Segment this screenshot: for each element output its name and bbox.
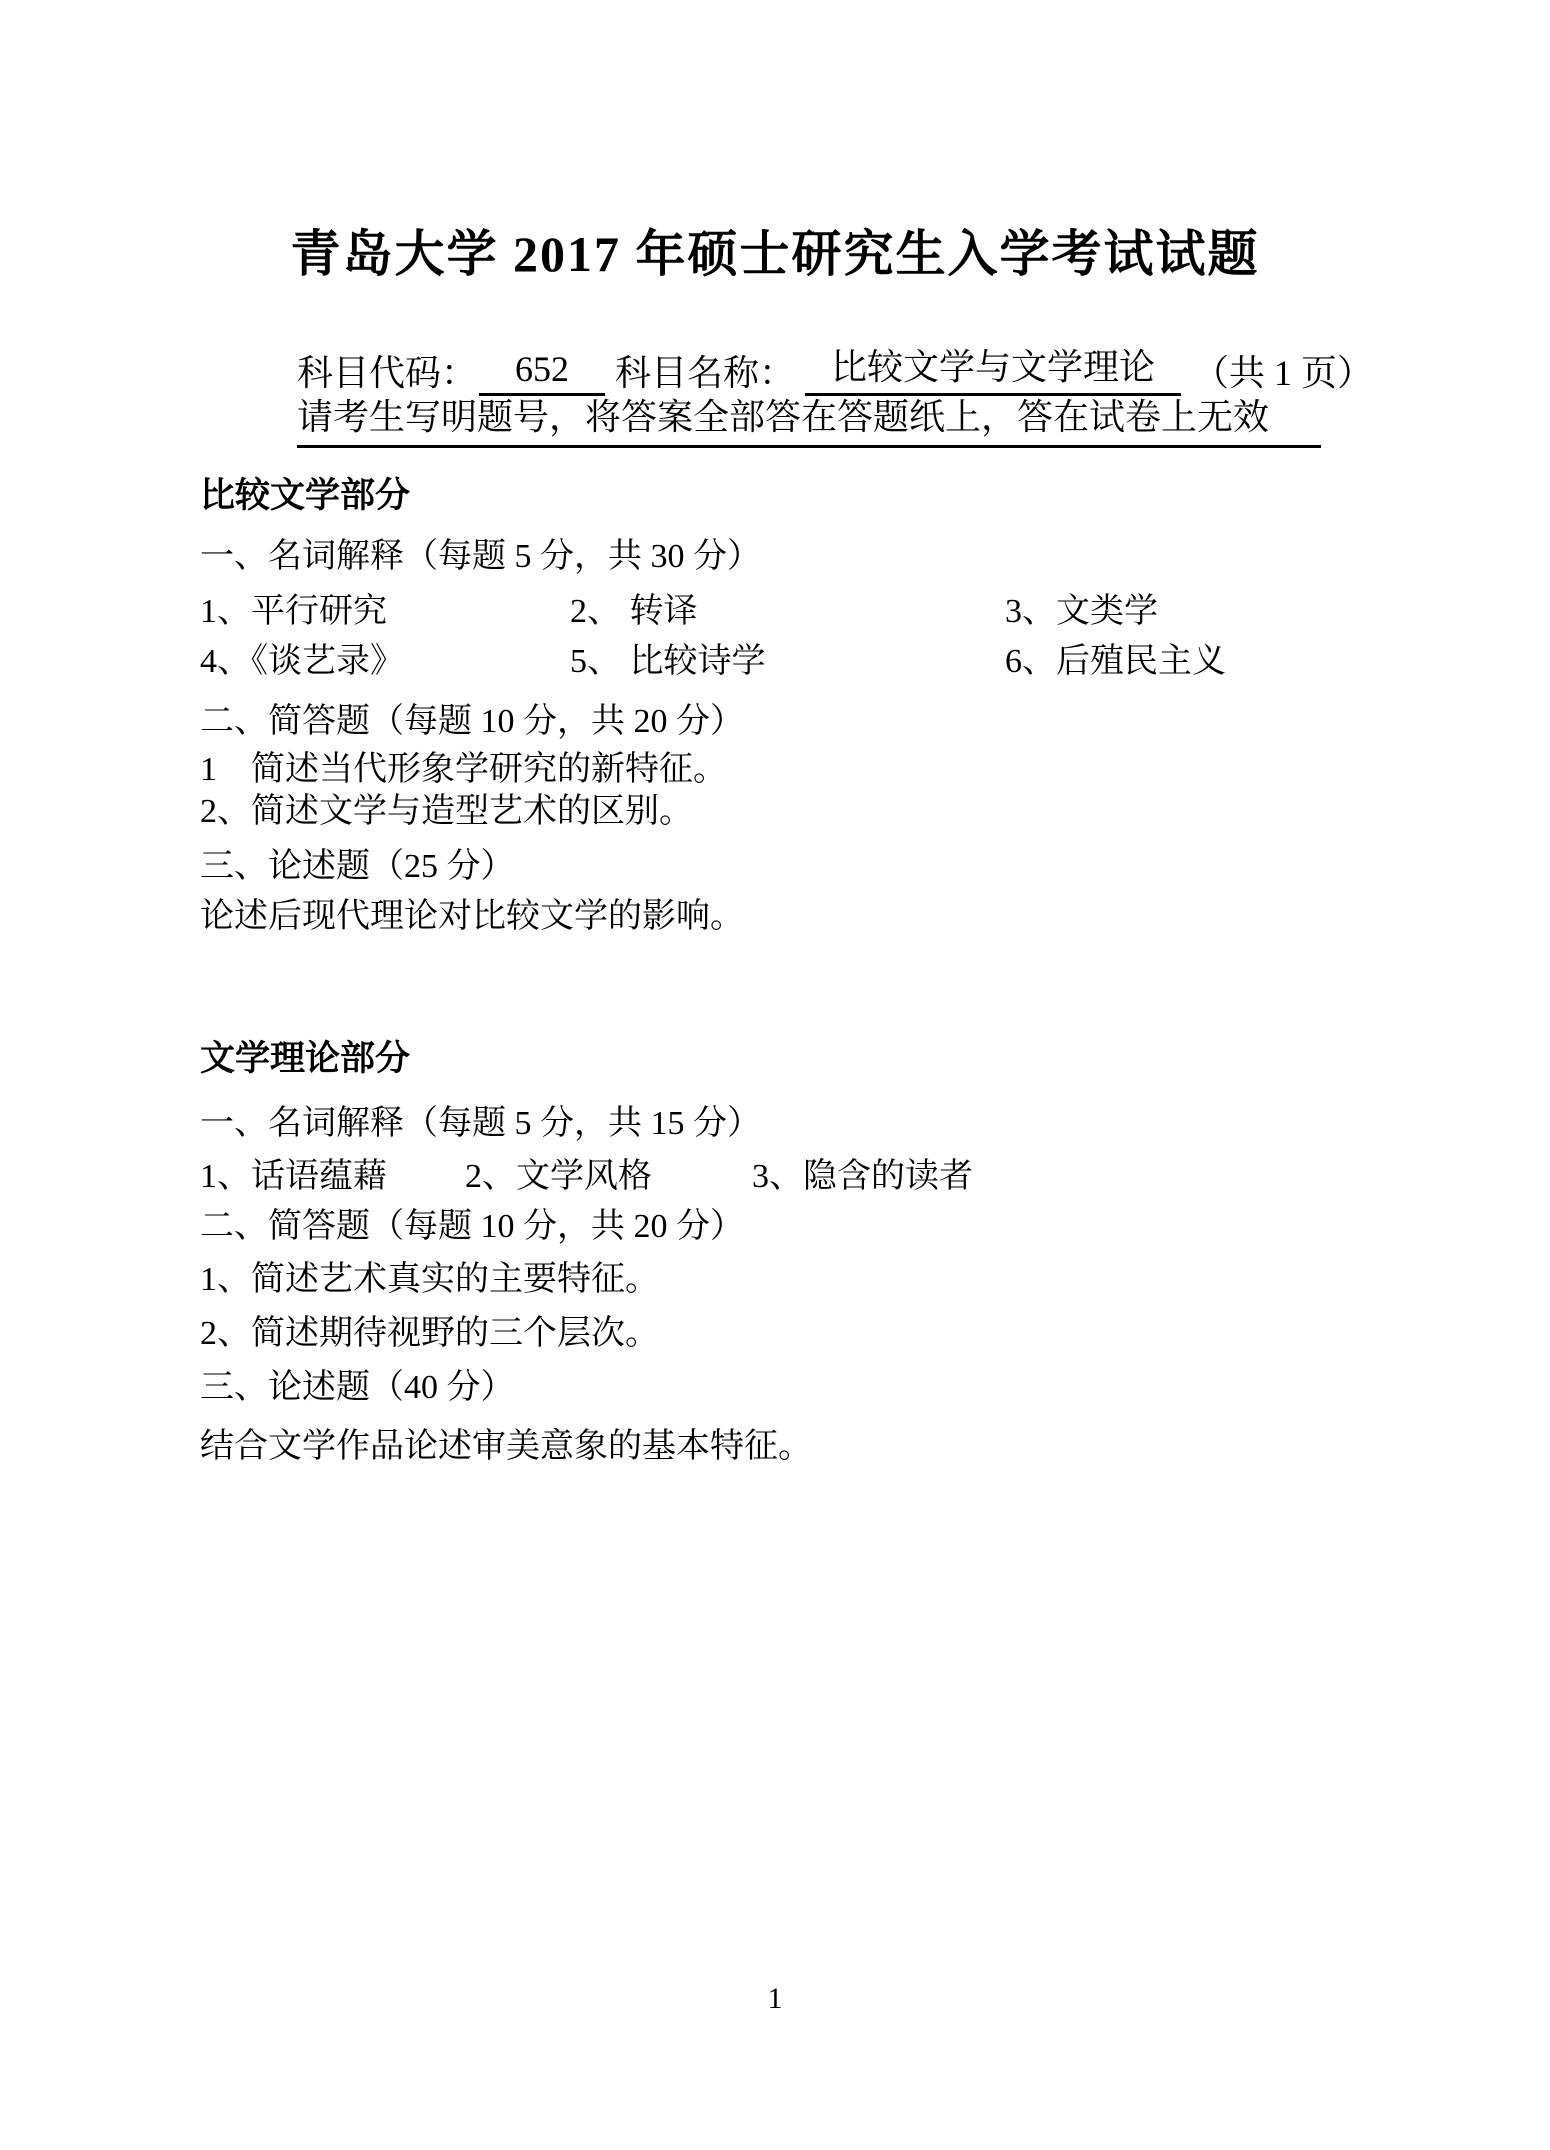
instruction-text: 请考生写明题号，将答案全部答在答题纸上，答在试卷上无效 [297, 389, 1321, 448]
subject-code-value: 652 [479, 348, 605, 396]
term-item: 6、后殖民主义 [1005, 643, 1226, 680]
document-title: 青岛大学 2017 年硕士研究生入学考试试题 [290, 226, 1260, 282]
subject-name-label: 科目名称： [615, 353, 796, 393]
section-2-q3-item: 结合文学作品论述审美意象的基本特征。 [200, 1428, 812, 1465]
term-item: 3、隐含的读者 [752, 1158, 973, 1195]
instruction-line [261, 347, 1321, 490]
term-item: 2、 转译 [570, 593, 698, 630]
term-item: 2、文学风格 [465, 1158, 652, 1195]
term-item: 5、 比较诗学 [570, 643, 766, 680]
section-2-q2-item-1: 1、简述艺术真实的主要特征。 [200, 1261, 659, 1298]
section-1-q2-item-2: 2、简述文学与造型艺术的区别。 [200, 793, 693, 830]
section-2-q2-header: 二、简答题（每题 10 分，共 20 分） [200, 1208, 744, 1245]
section-1-q2-item-1: 1 简述当代形象学研究的新特征。 [200, 751, 727, 788]
section-2-q3-header: 三、论述题（40 分） [200, 1369, 515, 1406]
term-item: 4、《谈艺录》 [200, 643, 404, 680]
section-2-q2-item-2: 2、简述期待视野的三个层次。 [200, 1315, 659, 1352]
term-item: 3、文类学 [1005, 593, 1158, 630]
section-2-q1-header: 一、名词解释（每题 5 分，共 15 分） [200, 1105, 761, 1142]
pages-note: （共 1 页） [1193, 353, 1374, 393]
section-2-heading: 文学理论部分 [200, 1039, 411, 1078]
section-1-q3-item: 论述后现代理论对比较文学的影响。 [200, 898, 744, 935]
subject-code-label: 科目代码： [297, 353, 478, 393]
term-item: 1、平行研究 [200, 593, 387, 630]
section-1-q3-header: 三、论述题（25 分） [200, 848, 515, 885]
term-item: 1、话语蕴藉 [200, 1158, 387, 1195]
subject-name-value: 比较文学与文学理论 [805, 339, 1181, 396]
section-1-q2-header: 二、简答题（每题 10 分，共 20 分） [200, 703, 744, 740]
section-1-q1-header: 一、名词解释（每题 5 分，共 30 分） [200, 538, 761, 575]
page-number: 1 [767, 1982, 783, 2015]
section-1-heading: 比较文学部分 [200, 476, 411, 515]
